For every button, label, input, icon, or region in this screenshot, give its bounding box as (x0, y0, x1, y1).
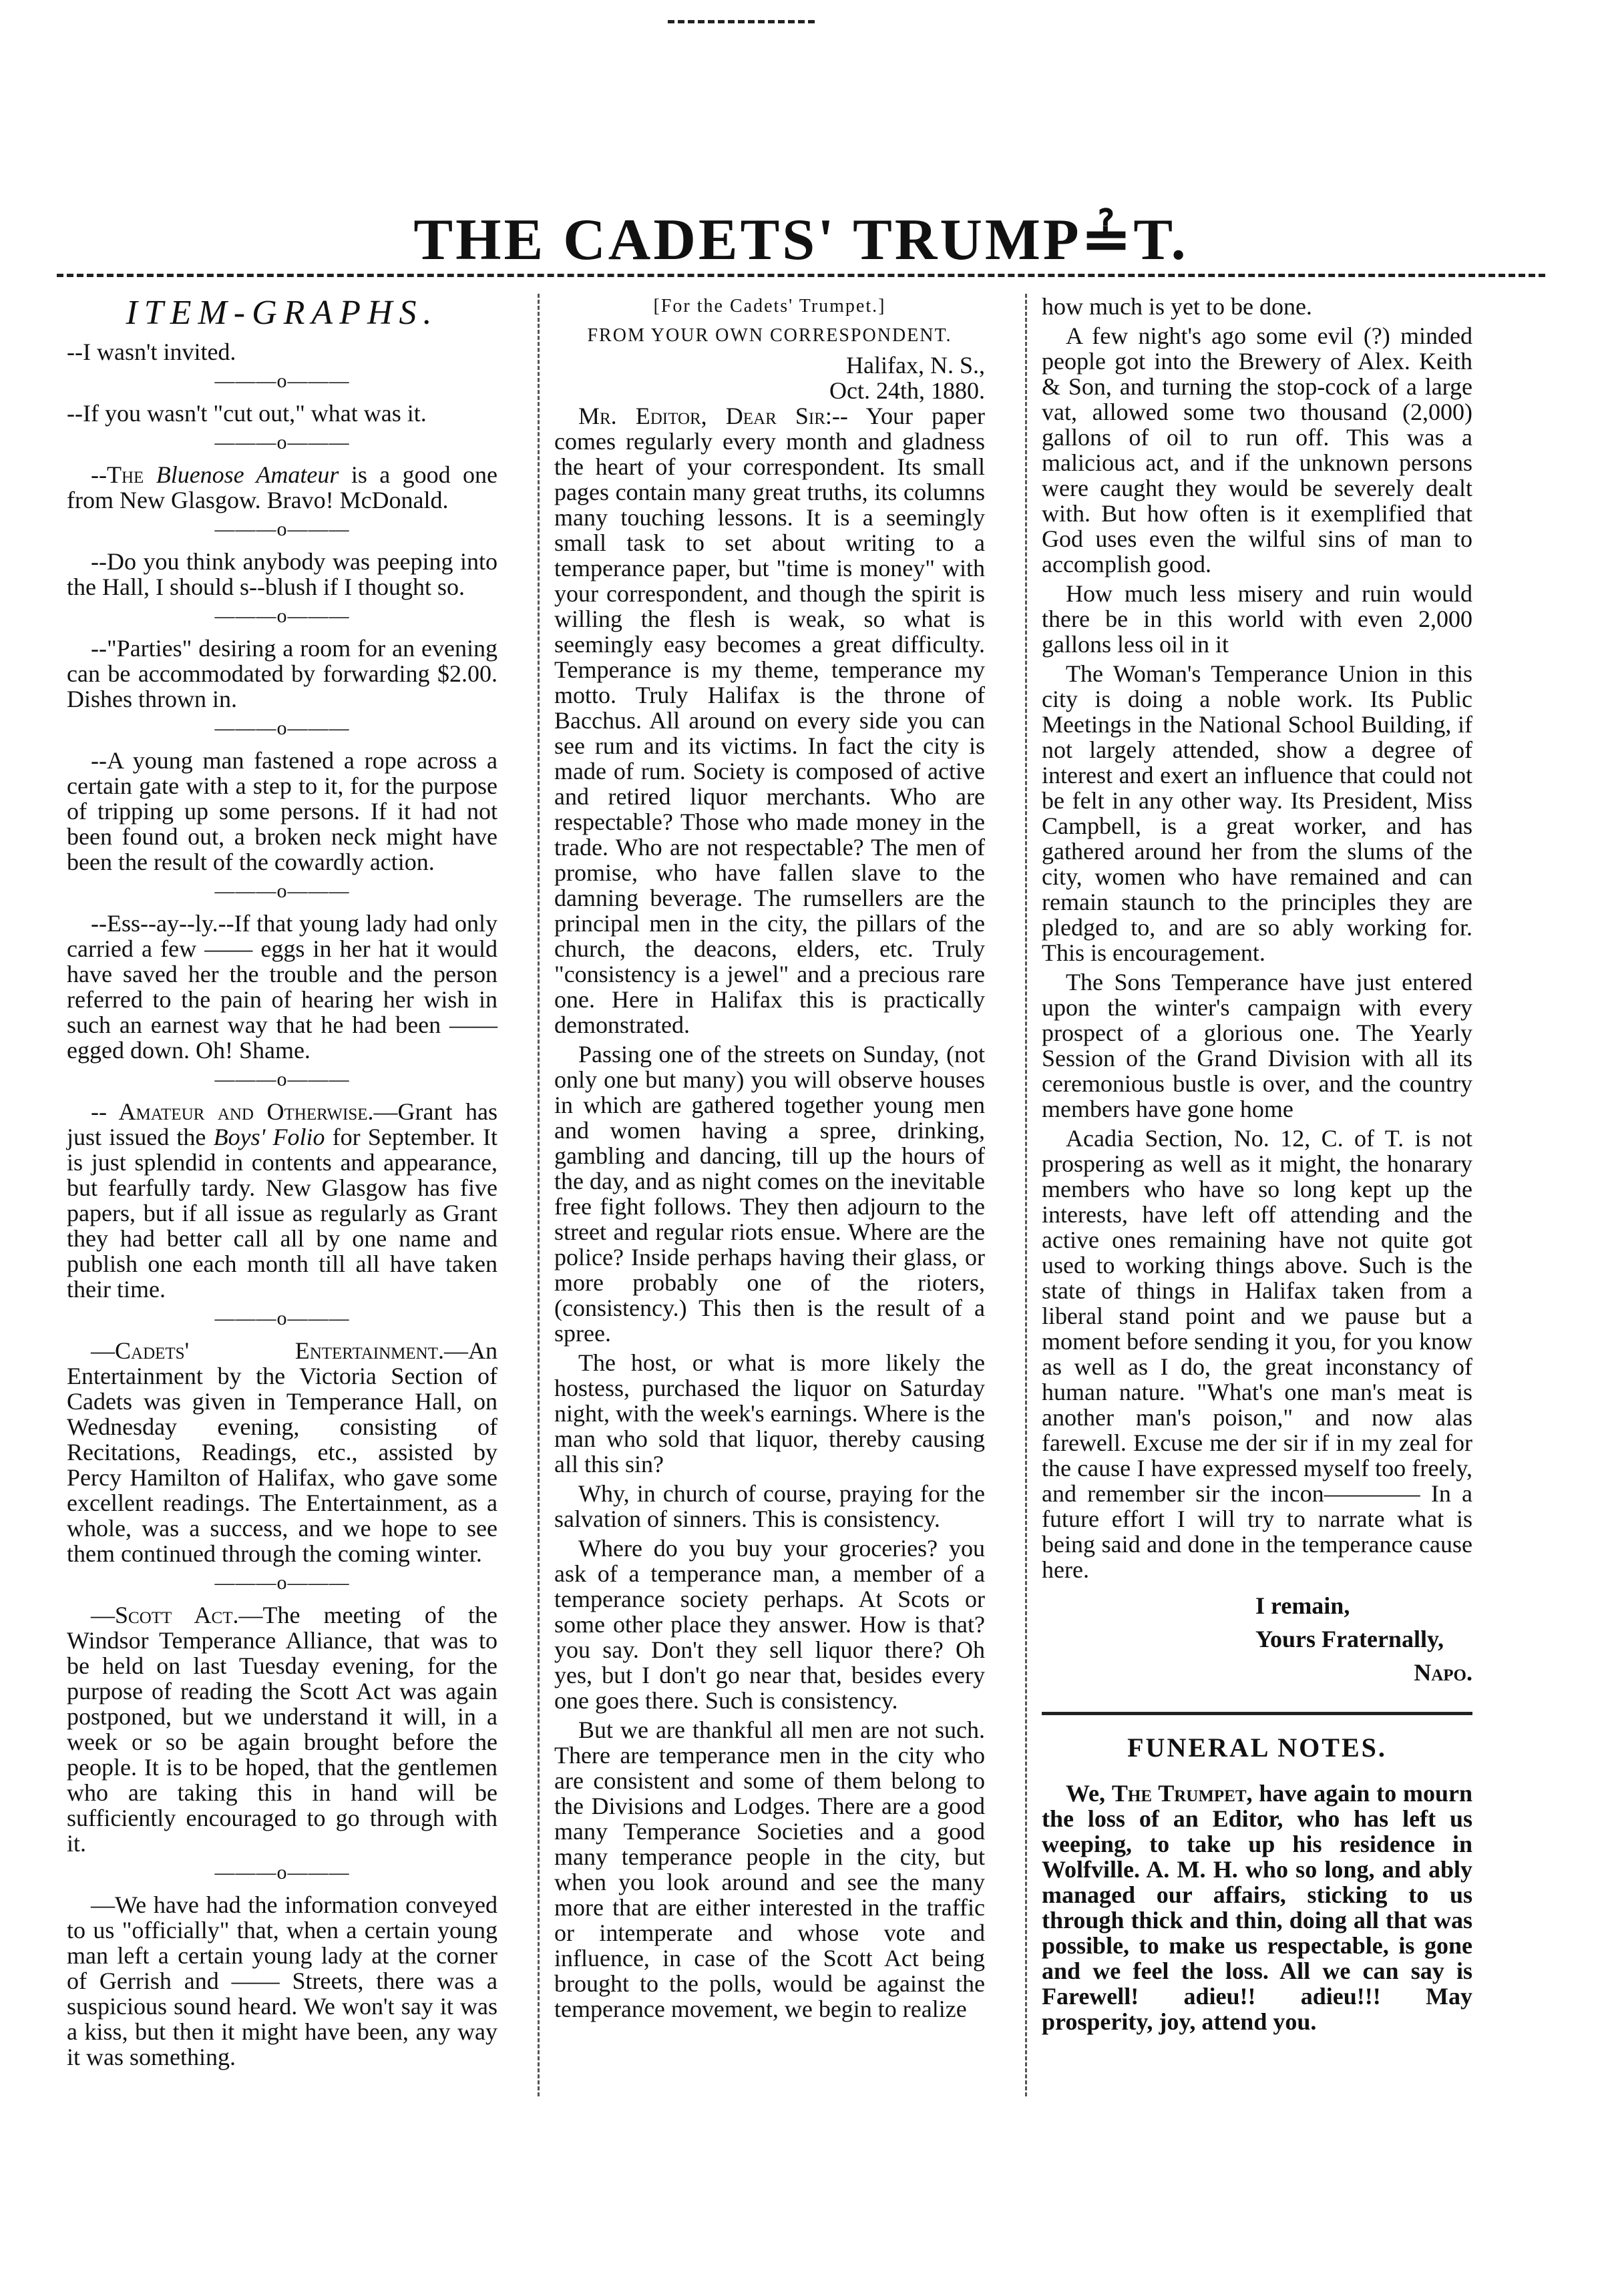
section-heading-item-graphs: ITEM-GRAPHS. (126, 294, 439, 332)
letter-paragraph: The Sons Temperance have just entered upon the winter's campaign with every prospect of a glorious one. The Yearly Session of the Grand Division with all its ceremonious bustle is over, and the country members have gone home (1042, 969, 1472, 1122)
separator (67, 1570, 497, 1596)
separator (67, 1067, 497, 1092)
letter-paragraph: how much is yet to be done. (1042, 293, 1312, 320)
letter-paragraph: How much less misery and ruin would there be in this world with even 2,000 gallons less oil in it (1042, 580, 1472, 658)
item-graph: --The Bluenose Amateur is a good one from New Glasgow. Bravo! McDonald. (67, 461, 497, 513)
top-rule (668, 20, 815, 23)
separator (67, 369, 497, 394)
item-graph: —Scott Act.—The meeting of the Windsor Temperance Alliance, that was to be held on last Tuesday evening, for the purpose of reading the Scott Act was again postponed, but we understand it will, in a week or so be again brought before the people. It is to be hoped, that the gentlemen who are taking this in hand will be sufficiently encouraged to go through with it. (67, 1602, 498, 1857)
letter-paragraph: But we are thankful all men are not such. There are temperance men in the city who are consistent and some of them belong to the Divisions and Lodges. There are a good many Temperance Societies and a good many temperance people in the city, but when you look around and see the many more that are either interested in the traffic or intemperate and whose vote and influence, in case of the Scott Act being brought to the polls, would be against the temperance movement, we begin to realize (554, 1716, 985, 2022)
separator (67, 517, 497, 542)
separator (67, 430, 497, 455)
funeral-paragraph: We, The Trumpet, have again to mourn the loss of an Editor, who has left us weeping, to take up his residence in Wolfville. A. M. H. who so long, and ably managed our affairs, sticking to us through thick and thin, doing all that was possible, to make us respectable, is gone and we feel the loss. All we can say is Farewell! adieu!! adieu!!! May prosperity, joy, attend you. (1042, 1780, 1472, 2035)
letter-paragraph: Passing one of the streets on Sunday, (not only one but many) you will observe houses in which are gathered together young men and women having a spree, drinking, gambling and dancing, till up the hours of the day, and as night comes on the inevitable free fight follows. They then adjourn to the street and regular riots ensue. Where are the police? Inside perhaps having their glass, or more probably one of the rioters, (consistency.) This then is the result of a spree. (554, 1041, 985, 1347)
column-correspondent-letter (554, 294, 985, 2026)
letter-place: Halifax, N. S., (846, 352, 985, 379)
letter-paragraph: Acadia Section, No. 12, C. of T. is not prospering as well as it might, the honarary members who have so long kept up the interests, have left off attending and the active ones remaining have not quite got used to working things above. Such is the state of things in Halifax taken from a liberal stand point and we pause but a moment before sending it you, for you know as well as I do, the great inconstancy of human nature. "What's one man's meat is another man's poison," and now alas farewell. Excuse me der sir if in my zeal for the cause I have expressed myself too freely, and remember sir the incon———— In a future effort I will try to narrate what is being said and done in the temperance cause here. (1042, 1125, 1472, 1583)
item-graph: --"Parties" desiring a room for an evening can be accommodated by forwarding $2.00. Dishes thrown in. (67, 635, 497, 712)
section-heading-funeral-notes: FUNERAL NOTES. (1127, 1733, 1387, 1763)
letter-paragraph: Mr. Editor, Dear Sir:-- Your paper comes regularly every month and gladness the heart of your correspondent. Its small pages contain many great truths, its columns many touching lessons. It is a seemingly small task to set about writing to a temperance paper, but "time is money" with your correspondent, and though the spirit is willing the flesh is weak, so what is seemingly easy becomes a great difficulty. Temperance is my theme, temperance my motto. Truly Halifax is the throne of Bacchus. All around on every side you can see rum and its victims. In fact the city is made of rum. Society is composed of active and retired liquor merchants. Who are respectable? Those who made money in the trade. Who are not respectable? The men of promise, who have fallen slave to the damning beverage. The rumsellers are the principal men in the city, the pillars of the church, the deacons, elders, etc. Truly "consistency is a jewel" and a precious rare one. Here in Halifax this is practically demonstrated. (554, 403, 986, 1038)
letter-signature: Napo. (1414, 1659, 1472, 1686)
separator (67, 604, 497, 629)
separator (67, 1860, 497, 1885)
letter-paragraph: A few night's ago some evil (?) minded people got into the Brewery of Alex. Keith & Son, and turning the stop-cock of a large vat, allowed some two thousand (2,000) gallons of oil to run off. This was a malicious act, and if the unknown persons were caught they would be severely dealt with. But how often is it exemplified that God uses even the wilful sins of man to accomplish good. (1042, 322, 1472, 578)
letter-date: Oct. 24th, 1880. (829, 377, 985, 404)
item-graph: --I wasn't invited. (67, 338, 236, 365)
section-rule (1042, 1712, 1472, 1715)
letter-byline: FROM YOUR OWN CORRESPONDENT. (587, 325, 952, 346)
letter-paragraph: The host, or what is more likely the hostess, purchased the liquor on Saturday night, with the week's earnings. Where is the man who sold that liquor, thereby causing all this sin? (554, 1349, 985, 1477)
letter-paragraph: Why, in church of course, praying for the salvation of sinners. This is consistency. (554, 1480, 985, 1532)
letter-paragraph: Where do you buy your groceries? you ask of a temperance man, a member of a temperance society perhaps. At Scots or some other place they answer. How is that? you say. Don't they sell liquor there? Oh yes, but I don't go near that, besides every one goes there. Such is consistency. (554, 1535, 985, 1714)
letter-kicker: [For the Cadets' Trumpet.] (653, 296, 886, 316)
item-graph: —Cadets' Entertainment.—An Entertainment by the Victoria Section of Cadets was given in Temperance Hall, on Wednesday evening, consisting of Recitations, Readings, etc., assisted by Percy Hamilton of Halifax, who gave some excellent readings. The Entertainment, as a whole, was a success, and we hope to see them continued through the coming winter. (67, 1337, 497, 1567)
item-graph: --A young man fastened a rope across a certain gate with a step to it, for the purpose of tripping up some persons. If it had not been found out, a broken neck might have been the result of the cowardly action. (67, 747, 497, 875)
letter-paragraph: The Woman's Temperance Union in this city is doing a noble work. Its Public Meetings in the National School Building, if not largely attended, show a degree of interest and exert an influence that could not be felt in any other way. Its President, Miss Campbell, is a great worker, and has gathered around her from the slums of the city, women who have remained and can remain staunch to the principles they are pledged to, and are so ably working for. This is encouragement. (1042, 660, 1472, 966)
column-divider-1 (538, 294, 540, 2096)
item-graph: —We have had the information conveyed to us "officially" that, when a certain young man left a certain young lady at the corner of Gerrish and —— Streets, there was a suspicious sound heard. We won't say it was a kiss, but then it might have been, any way it was something. (67, 1891, 497, 2070)
item-graph: --Ess--ay--ly.--If that young lady had only carried a few —— eggs in her hat it would have saved her the trouble and the person referred to the pain of hearing her wish in such an earnest way that he had been —— egged down. Oh! Shame. (67, 910, 497, 1064)
column-item-graphs (67, 294, 497, 2074)
item-graph: -- Amateur and Otherwise.—Grant has just issued the Boys' Folio for September. It is just splendid in contents and appearance, but fearfully tardy. New Glasgow has five papers, but if all issue as regularly as Grant they had better call all by one name and publish one each month till all have taken their time. (67, 1098, 498, 1303)
letter-remain: I remain, (1255, 1592, 1350, 1619)
column-divider-2 (1025, 294, 1027, 2096)
column-letter-continued (1042, 294, 1472, 2038)
separator (67, 879, 497, 904)
item-graph: --Do you think anybody was peeping into the Hall, I should s--blush if I thought so. (67, 548, 497, 600)
separator (67, 716, 497, 741)
masthead-title: THE CADETS' TRUMP≟T. (413, 208, 1189, 272)
separator (67, 1306, 497, 1331)
masthead-rule (57, 274, 1545, 277)
item-graph: --If you wasn't "cut out," what was it. (67, 400, 427, 427)
letter-closing: Yours Fraternally, (1255, 1626, 1444, 1652)
